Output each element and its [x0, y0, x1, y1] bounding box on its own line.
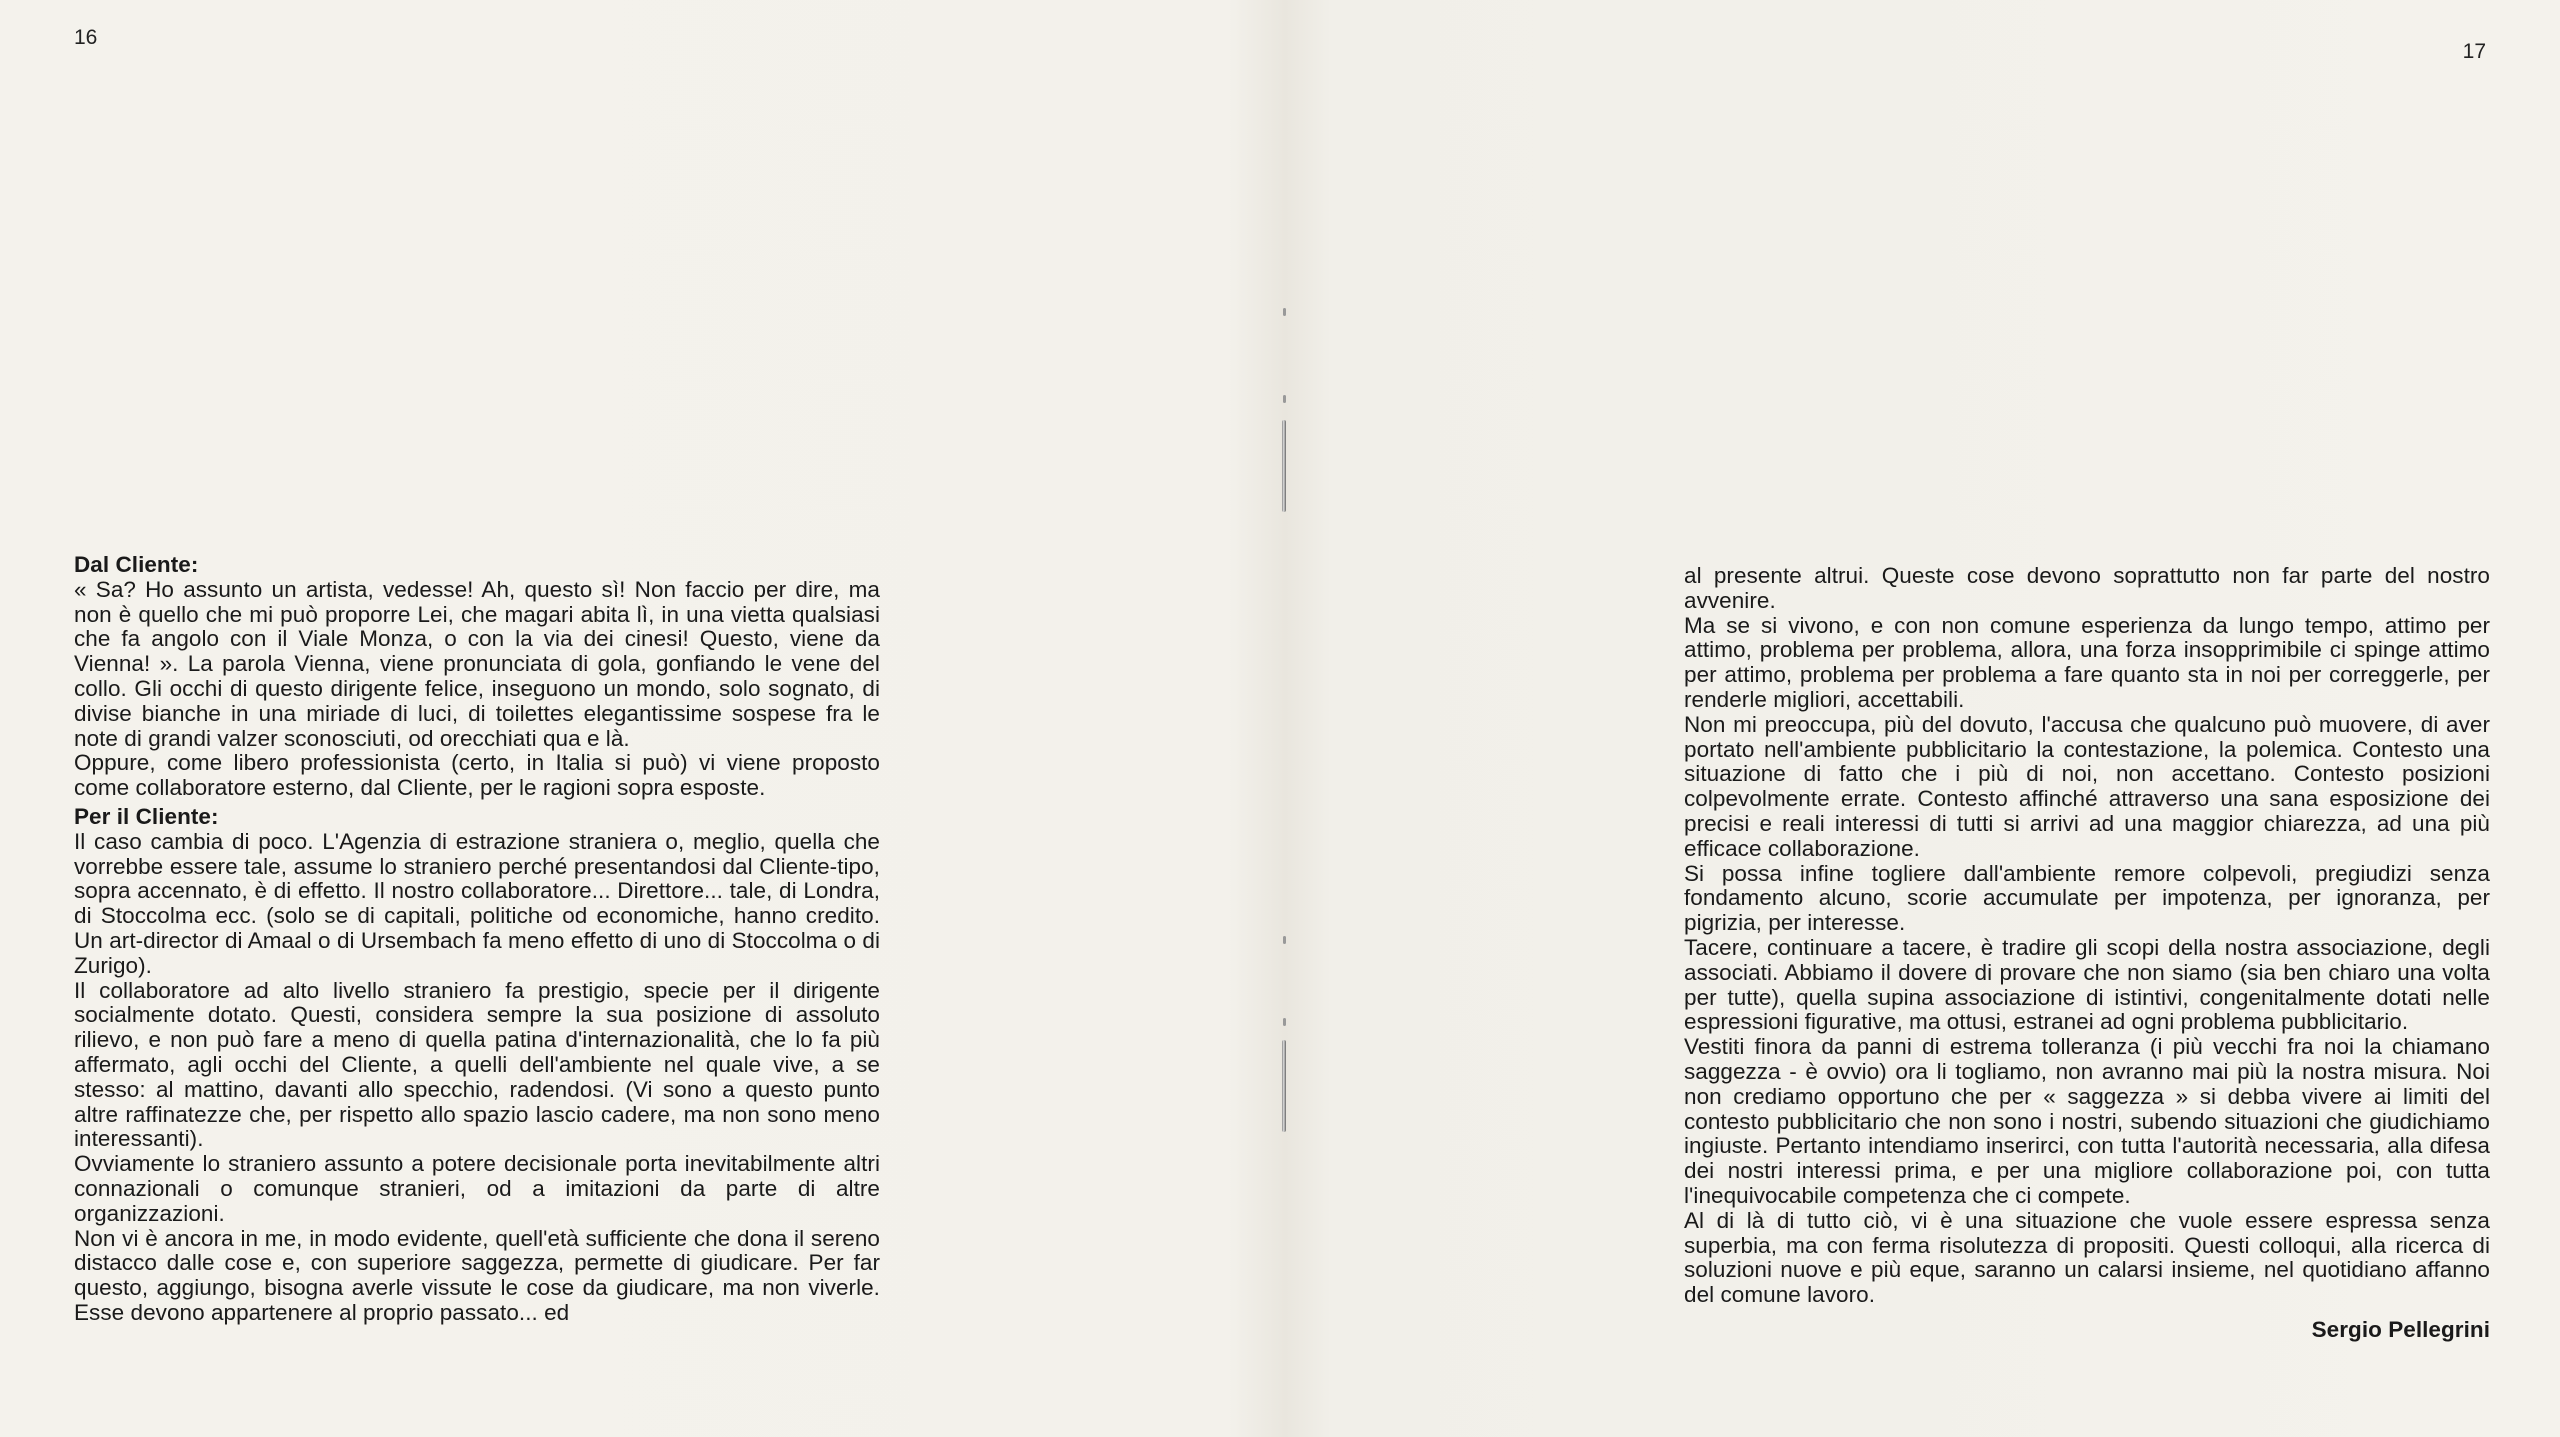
paragraph: al presente altrui. Queste cose devono soprattutto non far parte del nostro avvenire. [1684, 563, 2490, 613]
heading-per-il-cliente: Per il Cliente: [74, 803, 219, 829]
paragraph: Non mi preoccupa, più del dovuto, l'accusa che qualcuno può muovere, di aver portato nell'ambiente pubblicitario la contestazione, la polemica. Contesto una situazione di fatto che i più di noi, non accettano. Contesto posizioni colpevolmente errate. Contesto affinché attraverso una sana esposizione dei precisi e reali interessi di tutti si arrivi ad una maggior chiarezza, ad una più efficace collaborazione. [1684, 711, 2490, 861]
paragraph: Tacere, continuare a tacere, è tradire gli scopi della nostra associazione, degli associati. Abbiamo il dovere di provare che non siamo (sia ben chiaro una volta per tutte), quella supina associazione di istintivi, congenitalmente dotati nelle espressioni figurative, ma ottusi, estranei ad ogni problema pubblicitario. [1684, 934, 2490, 1035]
paragraph: Si possa infine togliere dall'ambiente remore colpevoli, pregiudizi senza fondamento alcuno, scorie accumulate per impotenza, per ignoranza, per pigrizia, per interesse. [1684, 860, 2490, 936]
right-page [1280, 0, 2560, 1437]
paragraph: « Sa? Ho assunto un artista, vedesse! Ah, questo sì! Non faccio per dire, ma non è quello che mi può proporre Lei, che magari abita lì, in una vietta qualsiasi che fa angolo con il Viale Monza, o con la via dei cinesi! Questo, viene da Vienna! ». La parola Vienna, viene pronunciata di gola, gonfiando le vene del collo. Gli occhi di questo dirigente felice, inseguono un mondo, solo sognato, di divise bianche in una miriade di luci, di toilettes elegantissime sospese fra le note di grandi valzer sconosciuti, od orecchiati qua e là. [74, 576, 880, 751]
paragraph: Oppure, come libero professionista (certo, in Italia si può) vi viene proposto come collaboratore esterno, dal Cliente, per le ragioni sopra esposte. [74, 750, 880, 801]
paragraph: Al di là di tutto ciò, vi è una situazione che vuole essere espressa senza superbia, ma con ferma risolutezza di propositi. Questi colloqui, alla ricerca di soluzioni nuove e più eque, saranno un calarsi insieme, nel quotidiano affanno del comune lavoro. [1684, 1207, 2490, 1308]
author-signature: Sergio Pellegrini [2311, 1316, 2490, 1342]
page-number-left: 16 [74, 26, 98, 49]
paragraph: Ovviamente lo straniero assunto a potere decisionale porta inevitabilmente altri connazionali o comunque stranieri, od a imitazioni da parte di altre organizzazioni. [74, 1151, 880, 1226]
left-text-column [74, 553, 880, 1326]
heading-dal-cliente: Dal Cliente: [74, 552, 199, 577]
paragraph: Vestiti finora da panni di estrema tolleranza (i più vecchi fra noi la chiamano saggezza - è ovvio) ora li togliamo, non avranno mai più la nostra misura. Noi non crediamo opportuno che per « saggezza » si debba vivere ai limiti del contesto pubblicitario che non sono i nostri, subendo situazioni che giudichiamo ingiuste. Pertanto intendiamo inserirci, con tutta l'autorità necessaria, alla difesa dei nostri interessi prima, e per una migliore collaborazione poi, con tutta l'inequivocabile competenza che ci compete. [1684, 1034, 2490, 1208]
paragraph: Ma se si vivono, e con non comune esperienza da lungo tempo, attimo per attimo, problema per problema, allora, una forza insopprimibile ci spinge attimo per attimo, problema per problema a fare quanto sta in noi per correggerle, per renderle migliori, accettabili. [1684, 612, 2490, 712]
page-number-right: 17 [2462, 40, 2486, 63]
paragraph: Il caso cambia di poco. L'Agenzia di estrazione straniera o, meglio, quella che vorrebbe essere tale, assume lo straniero perché presentandosi dal Cliente-tipo, sopra accennato, è di effetto. Il nostro collaboratore... Direttore... tale, di Londra, di Stoccolma ecc. (solo se di capitali, politiche od economiche, hanno credito. Un art-director di Amaal o di Ursembach fa meno effetto di uno di Stoccolma o di Zurigo). [74, 828, 880, 978]
right-text-column [1684, 564, 2490, 1343]
paragraph: Il collaboratore ad alto livello straniero fa prestigio, specie per il dirigente socialmente dotato. Questi, considera sempre la sua posizione di assoluto rilievo, e non può fare a meno di quella patina d'internazionalità, che lo fa più affermato, agli occhi del Cliente, a quelli dell'ambiente nel quale vive, a se stesso: al mattino, davanti allo specchio, radendosi. (Vi sono a questo punto altre raffinatezze che, per rispetto allo spazio lascio cadere, ma non sono meno interessanti). [74, 977, 880, 1152]
paragraph: Non vi è ancora in me, in modo evidente, quell'età sufficiente che dona il sereno distacco dalle cose e, con superiore saggezza, permette di giudicare. Per far questo, aggiungo, bisogna averle vissute le cose da giudicare, ma non viverle. Esse devono appartenere al proprio passato... ed [74, 1225, 880, 1325]
